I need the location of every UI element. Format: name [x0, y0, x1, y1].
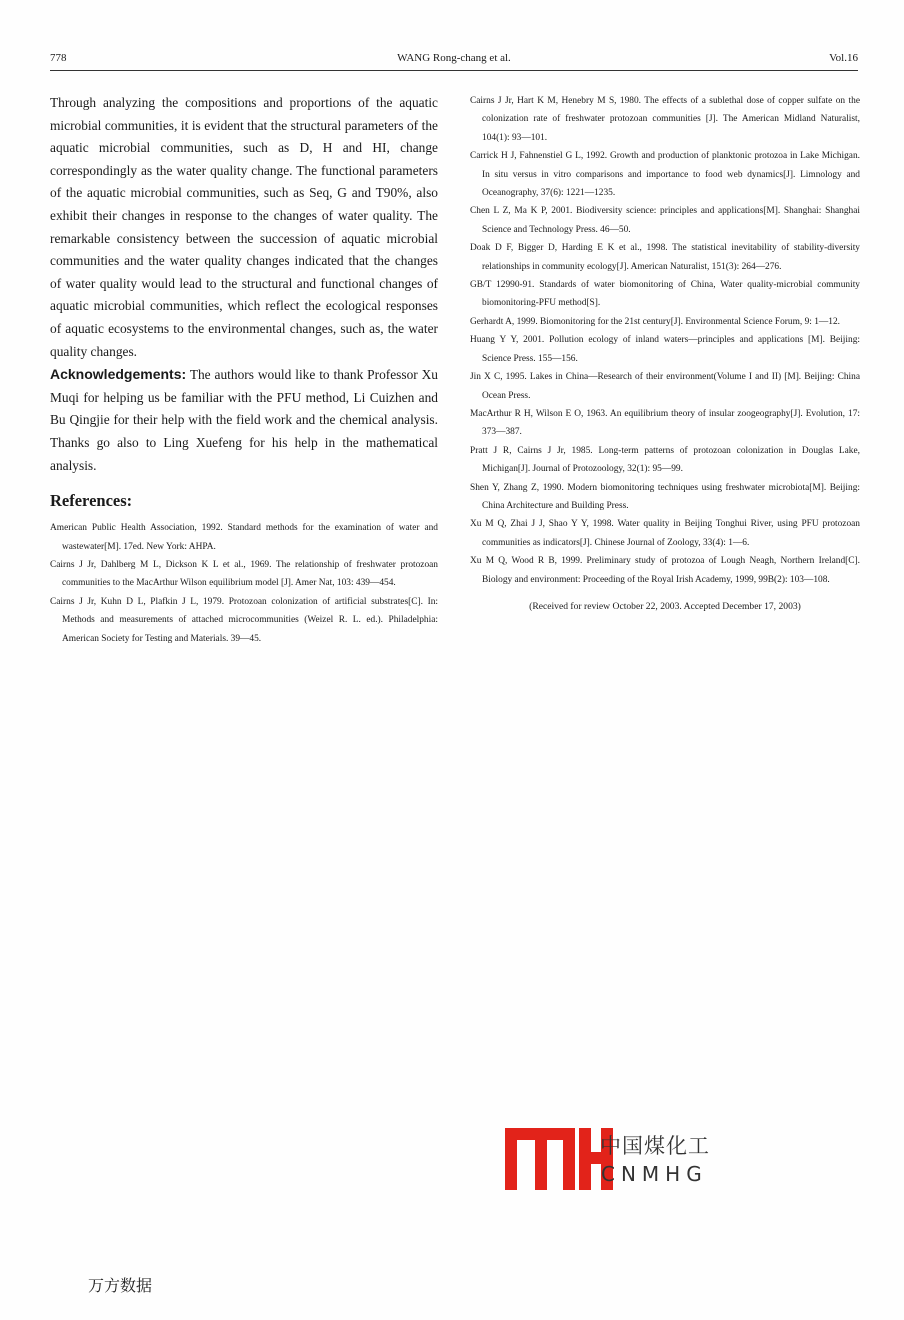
reference-item: Pratt J R, Cairns J Jr, 1985. Long-term patterns of protozoan colonization in Douglas Lake, Michigan[J]. Journal of Protozoology, 32(1): 95—99.	[470, 445, 860, 475]
reference-item: Chen L Z, Ma K P, 2001. Biodiversity science: principles and applications[M]. Shanghai: Shanghai Science and Technology Press. 46—50.	[470, 206, 860, 235]
acknowledgements-text: The authors would like to thank Professor Xu Muqi for helping us be familiar with the PFU method, Li Cuizhen and Bu Qingjie for their help with the field work and the chemical analysis. Thanks go also to Ling Xuefeng for his help in the mathematical analysis.	[50, 367, 439, 473]
logo-bars	[505, 1128, 613, 1190]
page-number: 778	[50, 52, 67, 64]
reference-item: Xu M Q, Zhai J J, Shao Y Y, 1998. Water quality in Beijing Tonghui River, using PFU protozoan communities as indicators[J]. Chinese Journal of Zoology, 33(4): 1—6.	[470, 519, 860, 548]
left-column	[50, 92, 438, 648]
logo-bar	[535, 1128, 547, 1190]
logo-bar	[505, 1128, 517, 1190]
page-header	[50, 52, 858, 70]
received-note: (Received for review October 22, 2003. Accepted December 17, 2003)	[529, 600, 801, 612]
reference-item: Cairns J Jr, Hart K M, Henebry M S, 1980. The effects of a sublethal dose of copper sulfate on the colonization rate of freshwater protozoan communities [J]. The American Midland Naturalist, 104(1): 93—101.	[470, 96, 860, 143]
reference-item: GB/T 12990-91. Standards of water biomonitoring of China, Water quality-microbial community biomonitoring-PFU method[S].	[470, 280, 860, 309]
acknowledgements	[50, 363, 438, 477]
reference-item: American Public Health Association, 1992. Standard methods for the examination of water and wastewater[M]. 17ed. New York: AHPA.	[50, 523, 438, 552]
logo-bar	[563, 1128, 575, 1190]
reference-item: MacArthur R H, Wilson E O, 1963. An equilibrium theory of insular zoogeography[J]. Evolution, 17: 373—387.	[470, 408, 860, 438]
reference-item: Doak D F, Bigger D, Harding E K et al., 1998. The statistical inevitability of stability-diversity relationships in community ecology[J]. American Naturalist, 151(3): 264—276.	[470, 243, 860, 272]
reference-item: Carrick H J, Fahnenstiel G L, 1992. Growth and production of planktonic protozoa in Lake Michigan. In situ versus in vitro comparisons and importance to food web dynamics[J]. Limnology and Oceanography, 37(6): 1221—1235.	[470, 151, 860, 199]
logo-chinese-text: 中国煤化工	[600, 1134, 710, 1158]
header-rule	[50, 70, 858, 71]
reference-item: Xu M Q, Wood R B, 1999. Preliminary study of protozoa of Lough Neagh, Northern Ireland[C]. Biology and environment: Proceeding of the Royal Irish Academy, 1999, 99B(2): 103—108.	[470, 556, 860, 585]
reference-item: Jin X C, 1995. Lakes in China—Research of their environment(Volume I and II) [M]. Beijing: China Ocean Press.	[470, 372, 860, 401]
running-head: WANG Rong-chang et al.	[397, 52, 511, 64]
reference-item: Shen Y, Zhang Z, 1990. Modern biomonitoring techniques using freshwater microbiota[M]. Beijing: China Architecture and Building Press.	[470, 482, 860, 511]
reference-item: Huang Y Y, 2001. Pollution ecology of inland waters—principles and applications [M]. Beijing: Science Press. 155—156.	[470, 335, 860, 364]
footer-watermark: 万方数据	[88, 1276, 153, 1295]
volume-label: Vol.16	[829, 52, 858, 64]
reference-item: Cairns J Jr, Dahlberg M L, Dickson K L et al., 1969. The relationship of freshwater protozoan communities to the MacArthur Wilson equilibrium model [J]. Amer Nat, 103: 439—454.	[50, 559, 438, 589]
references-list-right	[470, 92, 860, 589]
reference-item: Gerhardt A, 1999. Biomonitoring for the 21st century[J]. Environmental Science Forum, 9: 1—12.	[470, 316, 840, 327]
reference-item: Cairns J Jr, Kuhn D L, Plafkin J L, 1979. Protozoan colonization of artificial substrates[C]. In: Methods and measurements of attached microcommunities (Weizel R. L. ed.). Philadelphia: American Society for Testing and Materials. 39—45.	[50, 596, 438, 644]
acknowledgements-heading: Acknowledgements:	[50, 366, 187, 383]
right-column	[470, 92, 860, 612]
body-paragraph: Through analyzing the compositions and proportions of the aquatic microbial communities, it is evident that the structural parameters of the aquatic microbial communities, such as D, H and HI, change correspondingly as the water quality change. The functional parameters of the aquatic microbial communities, such as Seq, G and T90%, also exhibit their changes in response to the changes of water quality. The remarkable consistency between the succession of aquatic microbial communities and the water quality changes indicated that the changes of water quality would lead to the structural and functional changes of aquatic microbial communities, which reflect the ecological responses of aquatic ecosystems to the environmental changes, such as, the water quality changes.	[50, 95, 438, 359]
references-heading: References:	[50, 491, 133, 511]
logo-english-text: CNMHG	[601, 1162, 708, 1186]
references-list-left	[50, 519, 438, 648]
